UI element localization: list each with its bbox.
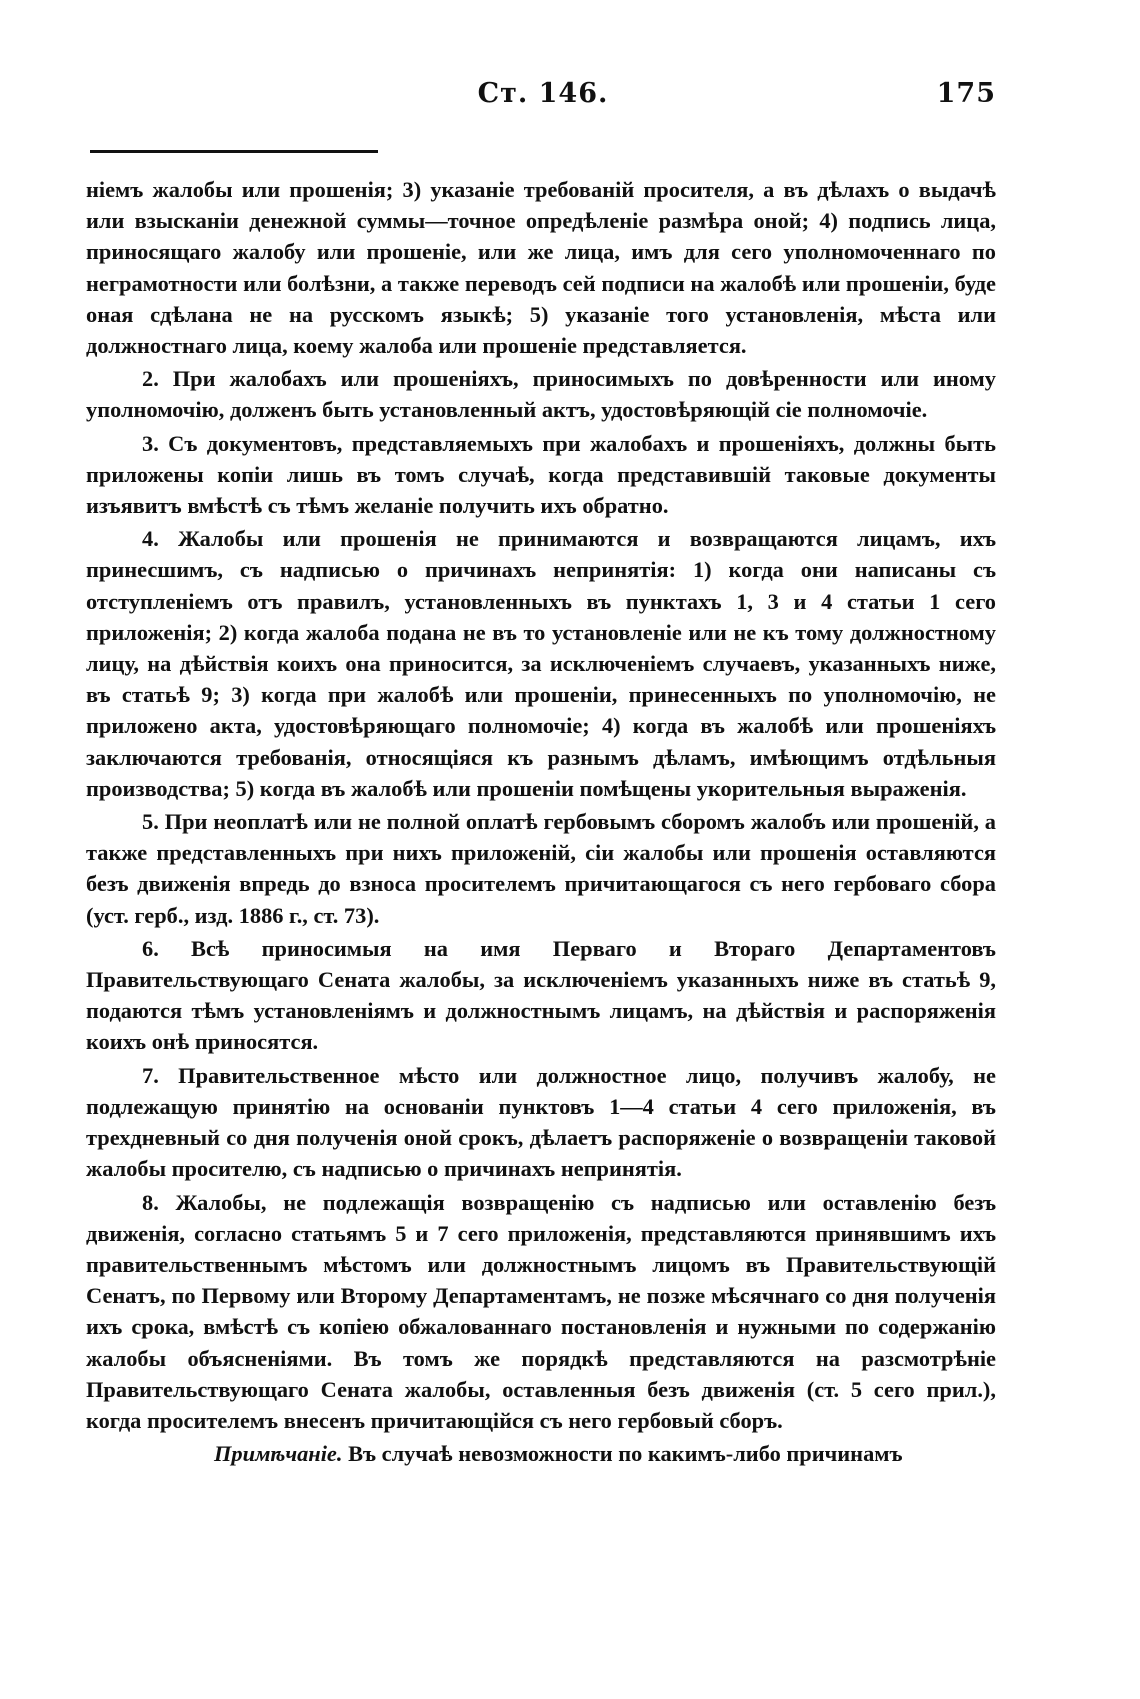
- paragraph-item-4: 4. Жалобы или прошенія не принимаются и возвращаются лицамъ, ихъ принесшимъ, съ надписью о причинахъ непринятія: 1) когда они написаны съ отступленіемъ отъ правилъ, установленныхъ въ пунктахъ 1, 3 и 4 статьи 1 сего приложенія; 2) когда жалоба подана не въ то установленіе или не къ тому должностному лицу, на дѣйствія коихъ она приносится, за исключеніемъ случаевъ, указанныхъ ниже, въ статьѣ 9; 3) когда при жалобѣ или прошеніи, принесенныхъ по уполномочію, не приложено акта, удостовѣряющаго полномочіе; 4) когда въ жалобѣ или прошеніяхъ заключаются требованія, относящіяся къ разнымъ дѣламъ, имѣющимъ отдѣльныя производства; 5) когда въ жалобѣ или прошеніи помѣщены укорительныя выраженія.: [86, 526, 996, 801]
- paragraph-item-3: 3. Съ документовъ, представляемыхъ при жалобахъ и прошеніяхъ, должны быть приложены копіи лишь въ томъ случаѣ, когда представившій таковые документы изъявитъ вмѣстѣ съ тѣмъ желаніе получить ихъ обратно.: [86, 430, 996, 519]
- running-head: [90, 78, 996, 118]
- note-label: Примѣчаніе.: [214, 1441, 343, 1467]
- paragraph-item-8: 8. Жалобы, не подлежащія возвращенію съ надписью или оставленію безъ движенія, согласно статьямъ 5 и 7 сего приложенія, представляются принявшимъ ихъ правительственнымъ мѣстомъ или должностнымъ лицомъ въ Правительствующій Сенатъ, по Первому или Второму Департаментамъ, не позже мѣсячнаго со дня полученія ихъ срока, вмѣстѣ съ копіею обжалованнаго постановленія и нужными по содержанію жалобы объясненіями. Въ томъ же порядкѣ представляются на разсмотрѣніе Правительствующаго Сената жалобы, оставленныя безъ движенія (ст. 5 сего прил.), когда просителемъ внесенъ причитающійся съ него гербовый сборъ.: [86, 1189, 996, 1433]
- note-paragraph: [86, 1438, 996, 1469]
- body-text: [86, 174, 996, 1471]
- page-number: 175: [936, 78, 996, 109]
- paragraph-item-2: 2. При жалобахъ или прошеніяхъ, приносимыхъ по довѣренности или иному уполномочію, долженъ быть установленный актъ, удостовѣряющій сіе полномочіе.: [86, 366, 996, 423]
- paragraph-item-7: 7. Правительственное мѣсто или должностное лицо, получивъ жалобу, не подлежащую принятію на основаніи пунктовъ 1—4 статьи 4 сего приложенія, въ трехдневный со дня полученія оной срокъ, дѣлаетъ распоряженіе о возвращеніи таковой жалобы просителю, съ надписью о причинахъ непринятія.: [86, 1062, 996, 1182]
- paragraph-continuation: ніемъ жалобы или прошенія; 3) указаніе требованій просителя, а въ дѣлахъ о выдачѣ или взысканіи денежной суммы—точное опредѣленіе размѣра оной; 4) подпись лица, приносящаго жалобу или прошеніе, или же лица, имъ для сего уполномоченнаго по неграмотности или болѣзни, а также переводъ сей подписи на жалобѣ или прошеніи, буде оная сдѣлана не на русскомъ языкѣ; 5) указаніе того установленія, мѣста или должностнаго лица, коему жалоба или прошеніе представляется.: [86, 177, 996, 359]
- header-rule: [90, 150, 378, 153]
- note-text: Въ случаѣ невозможности по какимъ-либо причинамъ: [342, 1441, 903, 1467]
- paragraph-item-5: 5. При неоплатѣ или не полной оплатѣ гербовымъ сборомъ жалобъ или прошеній, а также представленныхъ при нихъ приложеній, сіи жалобы или прошенія оставляются безъ движенія впредь до взноса просителемъ причитающагося съ него гербоваго сбора (уст. герб., изд. 1886 г., ст. 73).: [86, 809, 996, 928]
- paragraph-item-6: 6. Всѣ приносимыя на имя Перваго и Втораго Департаментовъ Правительствующаго Сената жалобы, за исключеніемъ указанныхъ ниже въ статьѣ 9, подаются тѣмъ установленіямъ и должностнымъ лицамъ, на дѣйствія и распоряженія коихъ онѣ приносятся.: [86, 935, 996, 1055]
- article-reference: Ст. 146.: [477, 78, 609, 109]
